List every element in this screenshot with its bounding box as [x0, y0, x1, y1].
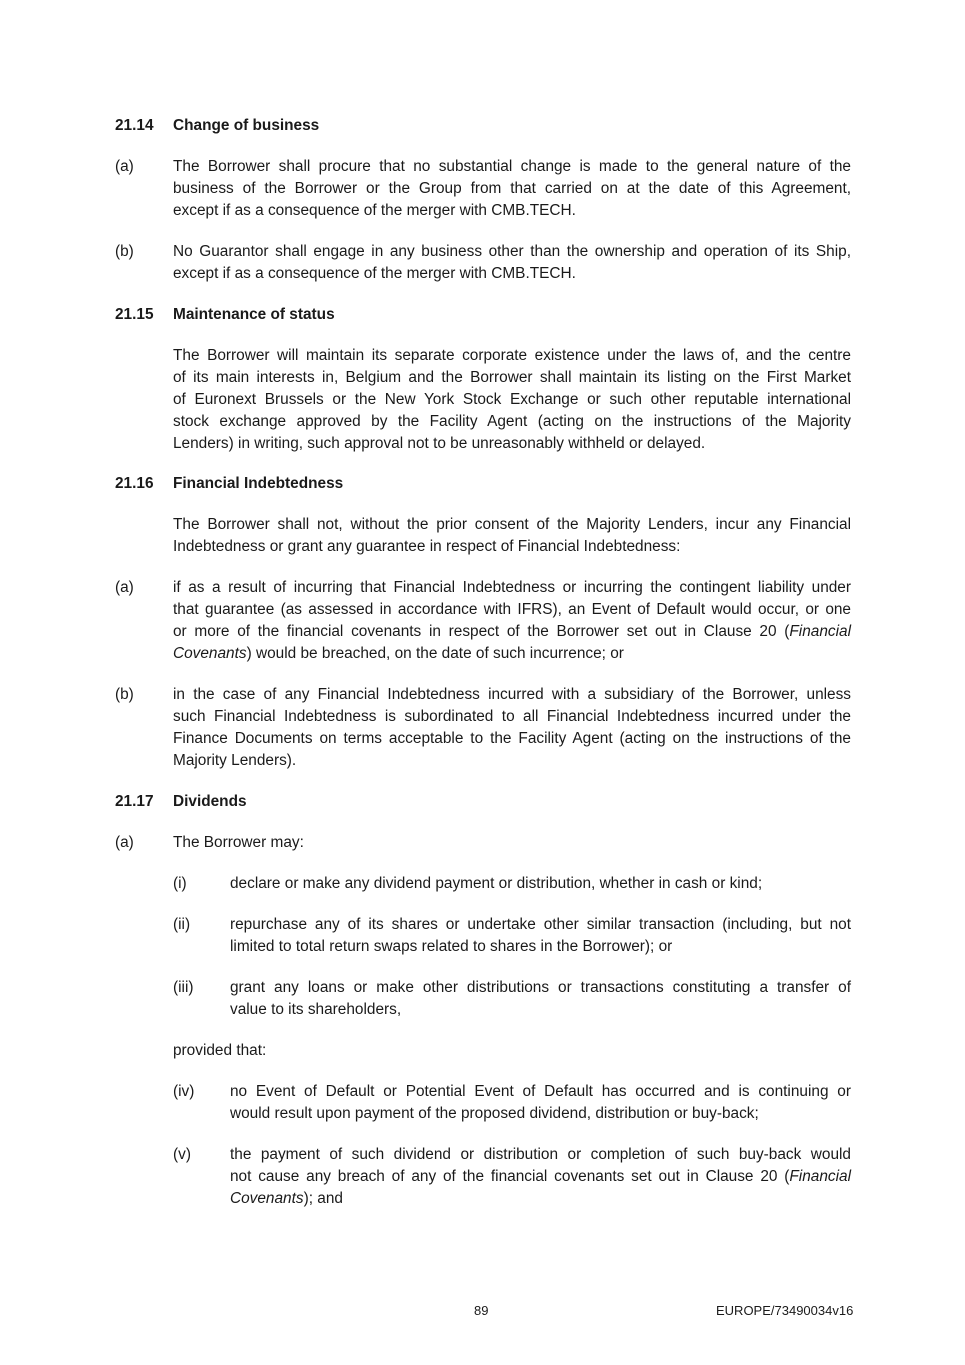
paragraph-text	[173, 514, 851, 558]
text-line: grant any loans or make other distributions or transactions constituting a transfer of	[230, 979, 851, 996]
text-line: would result upon payment of the proposed dividend, distribution or buy-back;	[230, 1105, 759, 1122]
italic-reference: Financial	[789, 1168, 851, 1185]
paragraph-label: (b)	[115, 243, 134, 260]
text-line: No Guarantor shall engage in any business other than the ownership and operation of its Ship,	[173, 243, 851, 260]
text-line: except if as a consequence of the merger with CMB.TECH.	[173, 202, 576, 219]
document-reference: EUROPE/73490034v16	[716, 1303, 854, 1318]
text-fragment: ); and	[303, 1190, 343, 1207]
text-fragment: ) would be breached, on the date of such incurrence; or	[246, 645, 624, 662]
paragraph-label: (v)	[173, 1146, 191, 1163]
paragraph-text	[173, 156, 851, 222]
italic-reference: Covenants	[173, 645, 247, 662]
paragraph-label: (iii)	[173, 979, 194, 996]
text-fragment: not cause any breach of any of the financial covenants set out in Clause 20 (	[230, 1168, 790, 1185]
paragraph-text	[173, 577, 851, 665]
text-line: stock exchange approved by the Facility Agent (acting on the instructions of the Majority	[173, 413, 851, 430]
text-line: repurchase any of its shares or undertake other similar transaction (including, but not	[230, 916, 851, 933]
text-line: of its main interests in, Belgium and the Borrower shall maintain its listing on the First Market	[173, 369, 851, 386]
text-line: such Financial Indebtedness is subordinated to all Financial Indebtedness incurred under the	[173, 708, 851, 725]
text-line: Indebtedness or grant any guarantee in respect of Financial Indebtedness:	[173, 538, 681, 555]
text-line: The Borrower will maintain its separate corporate existence under the laws of, and the centre	[173, 347, 851, 364]
text-line: of Euronext Brussels or the New York Stock Exchange or such other reputable international	[173, 391, 851, 408]
paragraph-label: (a)	[115, 834, 134, 851]
text-line: provided that:	[173, 1042, 267, 1059]
paragraph-label: (a)	[115, 579, 134, 596]
text-line	[230, 1188, 851, 1210]
section-number: 21.14	[115, 117, 154, 134]
paragraph-text	[173, 345, 851, 455]
paragraph-text	[230, 914, 851, 958]
paragraph-text	[173, 241, 851, 285]
section-title: Financial Indebtedness	[173, 475, 344, 492]
text-line: declare or make any dividend payment or distribution, whether in cash or kind;	[230, 875, 763, 892]
section-title: Maintenance of status	[173, 306, 335, 323]
text-line: The Borrower shall procure that no substantial change is made to the general nature of the	[173, 158, 851, 175]
section-number: 21.15	[115, 306, 154, 323]
text-line: that guarantee (as assessed in accordance with IFRS), an Event of Default would occur, or one	[173, 601, 851, 618]
text-line: Finance Documents on terms acceptable to the Facility Agent (acting on the instructions of the	[173, 730, 851, 747]
paragraph-label: (a)	[115, 158, 134, 175]
paragraph-text	[230, 873, 851, 895]
text-line	[173, 643, 851, 665]
paragraph-text	[173, 684, 851, 772]
italic-reference: Financial	[789, 623, 851, 640]
paragraph-label: (i)	[173, 875, 187, 892]
text-line: Lenders) in writing, such approval not to be unreasonably withheld or delayed.	[173, 435, 706, 452]
text-line	[230, 1166, 851, 1188]
italic-reference: Covenants	[230, 1190, 304, 1207]
paragraph-text	[230, 1144, 851, 1210]
text-line: no Event of Default or Potential Event of Default has occurred and is continuing or	[230, 1083, 851, 1100]
section-title: Dividends	[173, 793, 247, 810]
text-line: in the case of any Financial Indebtedness incurred with a subsidiary of the Borrower, unless	[173, 686, 851, 703]
page-number: 89	[474, 1303, 489, 1318]
text-fragment: or more of the financial covenants in respect of the Borrower set out in Clause 20 (	[173, 623, 790, 640]
text-line: if as a result of incurring that Financial Indebtedness or incurring the contingent liability under	[173, 579, 851, 596]
section-number: 21.16	[115, 475, 154, 492]
section-number: 21.17	[115, 793, 154, 810]
paragraph-text	[230, 1081, 851, 1125]
paragraph-label: (iv)	[173, 1083, 195, 1100]
text-line: The Borrower shall not, without the prior consent of the Majority Lenders, incur any Financial	[173, 516, 851, 533]
text-line: value to its shareholders,	[230, 1001, 402, 1018]
paragraph-text	[230, 977, 851, 1021]
section-title: Change of business	[173, 117, 320, 134]
text-line: The Borrower may:	[173, 834, 304, 851]
text-line: the payment of such dividend or distribution or completion of such buy-back would	[230, 1146, 851, 1163]
text-line: except if as a consequence of the merger with CMB.TECH.	[173, 265, 576, 282]
paragraph-text	[173, 832, 851, 854]
text-line	[173, 621, 851, 643]
text-line: limited to total return swaps related to shares in the Borrower); or	[230, 938, 673, 955]
paragraph-label: (b)	[115, 686, 134, 703]
paragraph-text	[173, 1040, 851, 1062]
text-line: business of the Borrower or the Group from that carried on at the date of this Agreement,	[173, 180, 851, 197]
text-line: Majority Lenders).	[173, 752, 297, 769]
paragraph-label: (ii)	[173, 916, 191, 933]
